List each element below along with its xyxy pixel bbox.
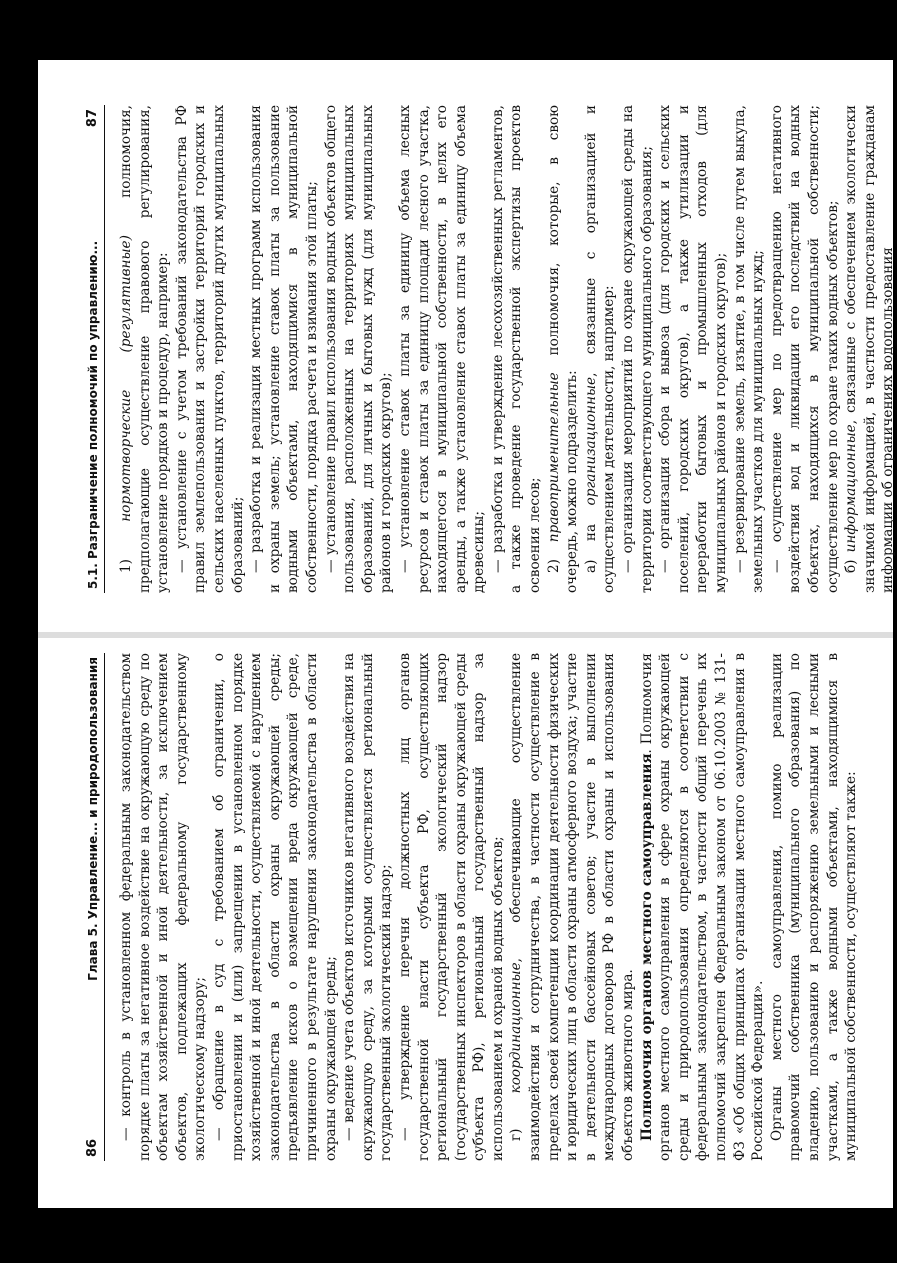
paragraph: — обращение в суд с требованием об ограничении, о приостановлении и (или) запрещении в установленном порядке хозяйственной и иной деятельности, осуществляемой с нарушением законодательства в области охраны окружающей среды; предъявление исков о возмещении вреда окружающей среде, причиненного в результате нарушения законодательства в области охраны окружающей среды; xyxy=(210,653,339,1161)
page-body xyxy=(117,653,861,1161)
paragraph: а) на организационные, связанные с организацией и осуществлением деятельности, например: xyxy=(582,105,617,593)
paragraph: Полномочия органов местного самоуправления. Полномочия органов местного самоуправления в сфере охраны окружающей среды и природопользования определяются в соответствии с федеральным законодательством, в частности общий перечень их полномочий закреплен Федеральным законом от 06.10.2003 № 131-ФЗ «Об общих принципах организации местного самоуправления в Российской Федерации». xyxy=(638,653,766,1161)
page-number: 87 xyxy=(84,109,100,128)
paragraph: — установление правил использования водных объектов общего пользования, расположенных на территориях муниципальных образований, для личных и бытовых нужд (для муниципальных районов и городских округов); xyxy=(322,105,394,593)
paragraph: — установление ставок платы за единицу объема лесных ресурсов и ставок платы за единицу площади лесного участка, находящегося в муниципальной собственности, в целях его аренды, а также установление ставок платы за единицу объема древесины; xyxy=(396,105,487,593)
paragraph: — контроль в установленном федеральным законодательством порядке платы за негативное воздействие на окружающую среду по объектам хозяйственной и иной деятельности, за исключением объектов, подлежащих федеральному государственному экологическому надзору; xyxy=(117,653,208,1161)
paragraph: Органы местного самоуправления, помимо реализации правомочий собственника (муниципального образования) по владению, пользованию и распоряжению земельными и лесными участками, а также водными объектами, находящимися в муниципальной собственности, осуществляют также: xyxy=(768,653,859,1161)
book-spine-gutter xyxy=(38,632,893,638)
page-header xyxy=(85,105,105,593)
page-87-area xyxy=(38,60,896,638)
paragraph: — организация мероприятий по охране окружающей среды на территории соответствующего муниципального образования; xyxy=(619,105,655,593)
page-body xyxy=(117,105,897,593)
paragraph: — резервирование земель, изъятие, в том числе путем выкупа, земельных участков для муниципальных нужд; xyxy=(731,105,766,593)
running-head: 5.1. Разграничение полномочий по управлению... xyxy=(85,240,100,589)
paragraph: 1) нормотворческие (регулятивные) полномочия, предполагающие осуществление правового регулирования, установление порядков и процедур, например: xyxy=(117,105,171,593)
paragraph: — утверждение перечня должностных лиц органов государственной власти субъекта РФ, осуществляющих региональный государственный экологический надзор (государственных инспекторов в области охраны окружающей среды субъекта РФ), региональный государственный надзор за использованием и охраной водных объектов; xyxy=(396,653,506,1161)
paragraph: — разработка и реализация местных программ использования и охраны земель; установление ставок платы за пользование водными объектами, находящимися в муниципальной собственности, порядка расчета и взимания этой платы; xyxy=(247,105,320,593)
paragraph: б) информационные, связанные с обеспечением экологически значимой информацией, в частности предоставление гражданам информации об ограничениях водопользования xyxy=(842,105,896,593)
page-86 xyxy=(71,627,861,1187)
page-header xyxy=(85,653,105,1161)
page-number: 86 xyxy=(84,1138,100,1157)
paragraph: — установление с учетом требований законодательства РФ правил землепользования и застройки территорий городских и сельских населенных пунктов, территорий других муниципальных образований; xyxy=(173,105,246,593)
running-head: Глава 5. Управление... и природопользования xyxy=(85,657,100,981)
page-86-area xyxy=(38,606,893,1208)
paragraph: г) координационные, обеспечивающие осуществление взаимодействия и сотрудничества, в частности осуществление в пределах своей компетенции координации деятельности физических и юридических лиц в области охраны атмосферного воздуха; участие в деятельности бассейновых советов; участие в выполнении международных договоров РФ в области охраны и использования объектов животного мира. xyxy=(507,653,636,1161)
paragraph: — осуществление мер по предотвращению негативного воздействия вод и ликвидации его последствий на водных объектах, находящихся в муниципальной собственности; осуществление мер по охране таких водных объектов; xyxy=(768,105,841,593)
paragraph: — организация сбора и вывоза (для городских и сельских поселений, городских округов), а также утилизации и переработки бытовых и промышленных отходов (для муниципальных районов и городских округов); xyxy=(656,105,729,593)
paragraph: — разработка и утверждение лесохозяйственных регламентов, а также проведение государственной экспертизы проектов освоения лесов; xyxy=(489,105,543,593)
page-87 xyxy=(71,79,896,619)
paragraph: 2) правоприменительные полномочия, которые, в свою очередь, можно подразделить: xyxy=(545,105,580,593)
paragraph: — ведение учета объектов источников негативного воздействия на окружающую среду, за которыми осуществляется региональный государственный экологический надзор; xyxy=(340,653,394,1161)
